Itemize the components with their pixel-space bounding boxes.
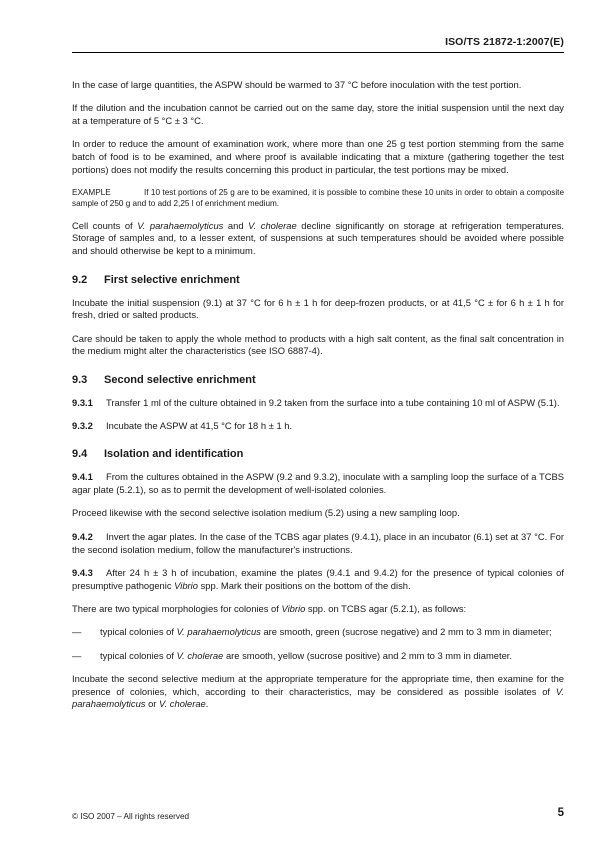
paragraph: Incubate the initial suspension (9.1) at 37 °C for 6 h ± 1 h for deep-frozen products, or at 41,5 °C ± for 6 h ± 1 h for fresh, dried or salted products. xyxy=(72,296,564,321)
subclause-9-4-3: 9.4.3 After 24 h ± 3 h of incubation, examine the plates (9.4.1 and 9.4.2) for the presence of typical colonies of presumptive pathogenic Vibrio spp. Mark their positions on the bottom of the dish. xyxy=(72,566,564,591)
list-item: — typical colonies of V. cholerae are smooth, yellow (sucrose positive) and 2 mm to 3 mm in diameter. xyxy=(72,649,512,661)
page-number: 5 xyxy=(557,807,564,819)
species-name: V. parahaemolyticus xyxy=(72,685,564,710)
page-content xyxy=(72,79,564,711)
subclause-9-4-1: 9.4.1 From the cultures obtained in the ASPW (9.2 and 9.3.2), inoculate with a sampling loop the surface of a TCBS agar plate (5.2.1), so as to permit the development of well-isolated colonies. xyxy=(72,471,564,496)
example-text: If 10 test portions of 25 g are to be examined, it is possible to combine these 10 units in order to obtain a composite sample of 250 g and to add 2,25 l of enrichment medium. xyxy=(72,187,564,208)
example-label: EXAMPLE xyxy=(72,187,111,197)
subclause-9-4-2: 9.4.2 Invert the agar plates. In the case of the TCBS agar plates (9.4.1), place in an incubator (6.1) set at 37 °C. For the second isolation medium, follow the manufacturer's instructions. xyxy=(72,530,564,555)
paragraph: Cell counts of V. parahaemolyticus and V. cholerae decline significantly on storage at refrigeration temperatures. Storage of samples and, to a lesser extent, of suspensions at such temperatures should be avoided where possible and should otherwise be kept to a minimum. xyxy=(72,219,564,257)
species-name: V. parahaemolyticus xyxy=(176,626,261,638)
paragraph: Incubate the second selective medium at the appropriate temperature for the appropriate time, then examine for the presence of colonies, which, according to their characteristics, may be considered as possible isolates of V. parahaemolyticus or V. cholerae. xyxy=(72,672,564,710)
dash-bullet: — xyxy=(72,626,82,638)
dash-bullet: — xyxy=(72,649,82,661)
example-note xyxy=(72,187,564,209)
document-id-header: ISO/TS 21872-1:2007(E) xyxy=(445,36,564,48)
paragraph: In the case of large quantities, the ASPW should be warmed to 37 °C before inoculation with the test portion. xyxy=(72,79,522,90)
header-rule xyxy=(72,52,564,53)
paragraph: If the dilution and the incubation cannot be carried out on the same day, store the initial suspension until the next day at a temperature of 5 °C ± 3 °C. xyxy=(72,102,564,127)
species-name: V. cholerae xyxy=(176,649,224,661)
paragraph: In order to reduce the amount of examination work, where more than one 25 g test portion stemming from the same batch of food is to be examined, and where proof is available indicating that a mixture (gathering together the test portions) does not modify the results concerning this product in particular, the test portions may be mixed. xyxy=(72,138,564,175)
list-item: — typical colonies of V. parahaemolyticus are smooth, green (sucrose negative) and 2 mm to 3 mm in diameter; xyxy=(72,626,552,638)
section-heading-9-4: 9.4 Isolation and identification xyxy=(72,448,244,461)
species-name: V. cholerae xyxy=(159,698,206,710)
paragraph: Care should be taken to apply the whole method to products with a high salt content, as the final salt concentration in the medium might alter the characteristics (see ISO 6887-4). xyxy=(72,332,564,357)
copyright-footer: © ISO 2007 – All rights reserved xyxy=(72,812,190,821)
paragraph: There are two typical morphologies for colonies of Vibrio spp. on TCBS agar (5.2.1), as follows: xyxy=(72,602,467,614)
genus-name: Vibrio xyxy=(174,579,198,591)
paragraph: Proceed likewise with the second selective isolation medium (5.2) using a new sampling loop. xyxy=(72,507,460,519)
species-name: V. parahaemolyticus xyxy=(137,219,224,231)
section-heading-9-2: 9.2 First selective enrichment xyxy=(72,273,240,286)
species-name: V. cholerae xyxy=(248,219,297,231)
section-heading-9-3: 9.3 Second selective enrichment xyxy=(72,373,256,386)
genus-name: Vibrio xyxy=(281,602,306,614)
subclause-9-3-1: 9.3.1 Transfer 1 ml of the culture obtained in 9.2 taken from the surface into a tube containing 10 ml of ASPW (5.1). xyxy=(72,396,560,408)
subclause-9-3-2: 9.3.2 Incubate the ASPW at 41,5 °C for 18 h ± 1 h. xyxy=(72,420,293,432)
